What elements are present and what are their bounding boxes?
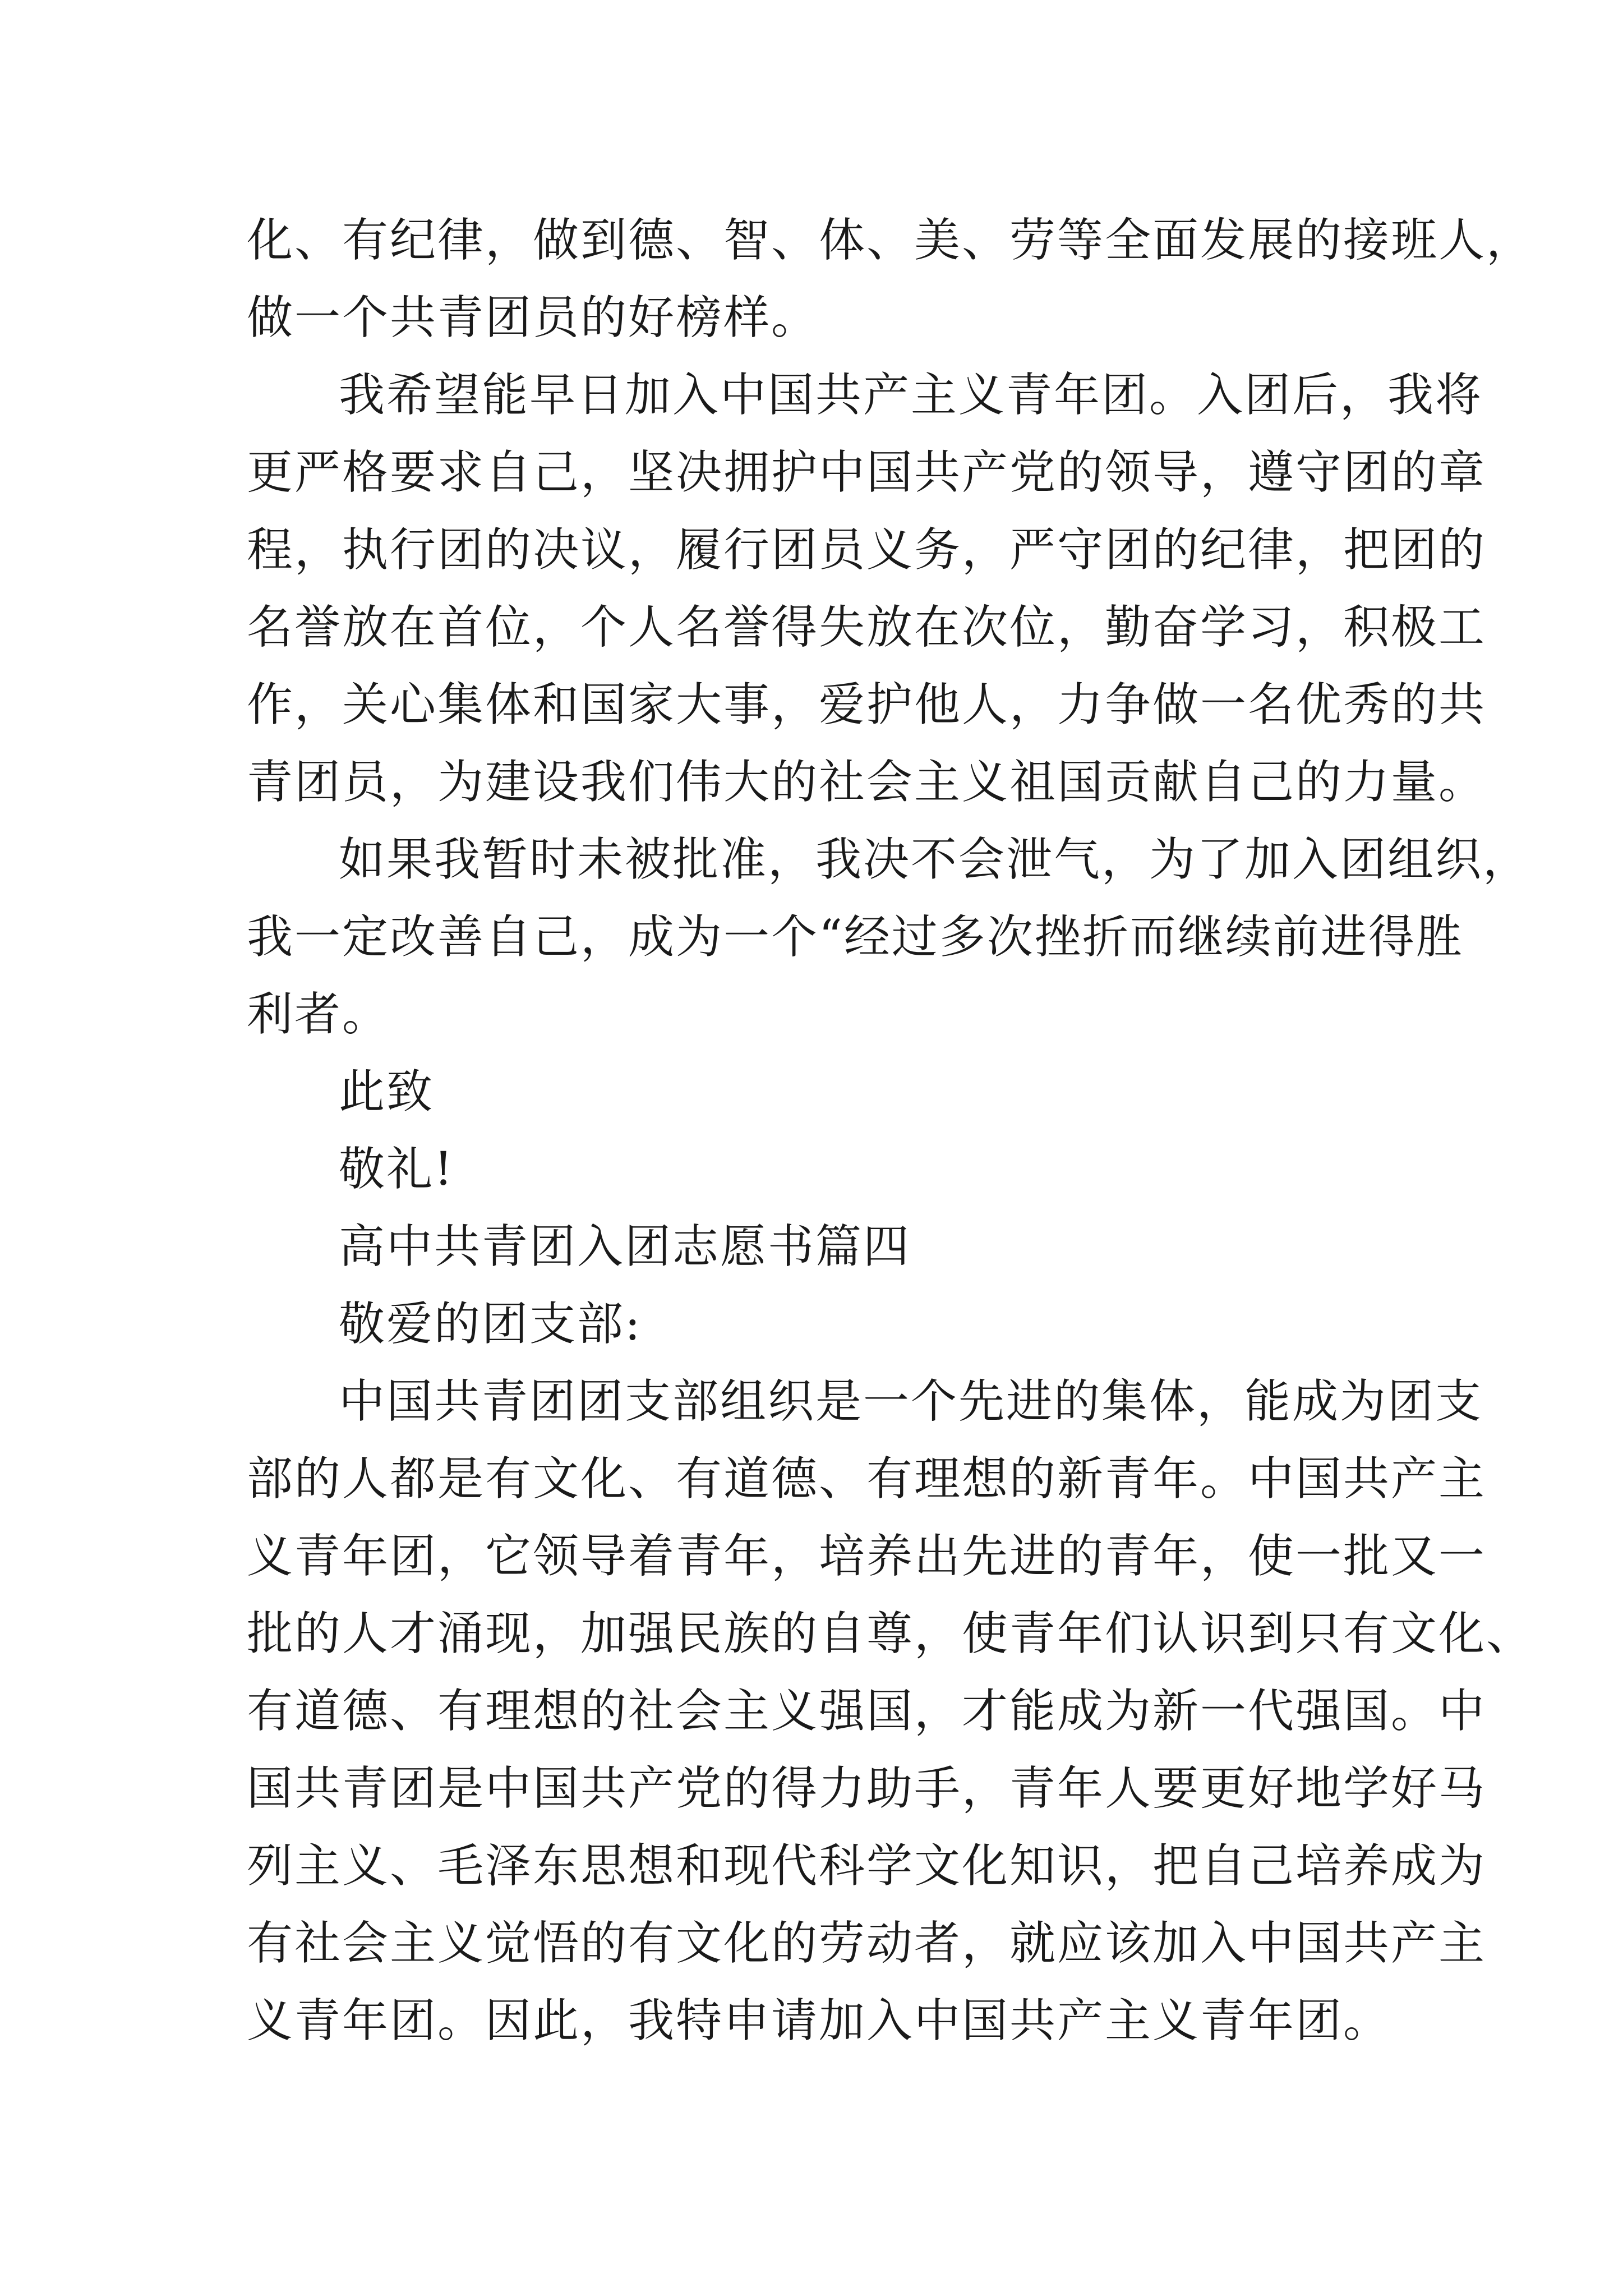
text-line: 更严格要求自己，坚决拥护中国共产党的领导，遵守团的章 [247, 446, 1487, 499]
section-heading: 高中共青团入团志愿书篇四 [339, 1220, 911, 1273]
text-line: 我一定改善自己，成为一个“经过多次挫折而继续前进得胜 [247, 910, 1464, 964]
text-line: 做一个共青团员的好榜样。 [247, 291, 819, 344]
paragraph-start: 如果我暂时未被批准，我决不会泄气，为了加入团组织， [339, 833, 1531, 886]
text-line: 列主义、毛泽东思想和现代科学文化知识，把自己培养成为 [247, 1839, 1487, 1893]
text-line: 作，关心集体和国家大事，爱护他人，力争做一名优秀的共 [247, 678, 1487, 731]
text-line: 青团员，为建设我们伟大的社会主义祖国贡献自己的力量。 [247, 756, 1487, 809]
text-line: 化、有纪律，做到德、智、体、美、劳等全面发展的接班人， [247, 214, 1534, 267]
text-line: 程，执行团的决议，履行团员义务，严守团的纪律，把团的 [247, 523, 1487, 577]
paragraph-start: 我希望能早日加入中国共产主义青年团。入团后，我将 [339, 369, 1483, 422]
text-line: 义青年团，它领导着青年，培养出先进的青年，使一批又一 [247, 1530, 1487, 1583]
paragraph-start: 中国共青团团支部组织是一个先进的集体，能成为团支 [339, 1375, 1483, 1428]
text-line: 利者。 [247, 988, 390, 1041]
text-line: 部的人都是有文化、有道德、有理想的新青年。中国共产主 [247, 1452, 1487, 1506]
text-line: 有社会主义觉悟的有文化的劳动者，就应该加入中国共产主 [247, 1917, 1487, 1970]
greeting: 敬爱的团支部: [339, 1297, 642, 1351]
text-line: 有道德、有理想的社会主义强国，才能成为新一代强国。中 [247, 1685, 1487, 1738]
document-body [247, 202, 1534, 2060]
text-line: 国共青团是中国共产党的得力助手，青年人要更好地学好马 [247, 1762, 1487, 1815]
closing-salutation: 此致 [339, 1065, 435, 1119]
text-line: 义青年团。因此，我特申请加入中国共产主义青年团。 [247, 1994, 1391, 2047]
text-line: 批的人才涌现，加强民族的自尊，使青年们认识到只有文化、 [247, 1607, 1534, 1660]
closing-regards: 敬礼! [339, 1143, 454, 1196]
text-line: 名誉放在首位，个人名誉得失放在次位，勤奋学习，积极工 [247, 601, 1487, 654]
